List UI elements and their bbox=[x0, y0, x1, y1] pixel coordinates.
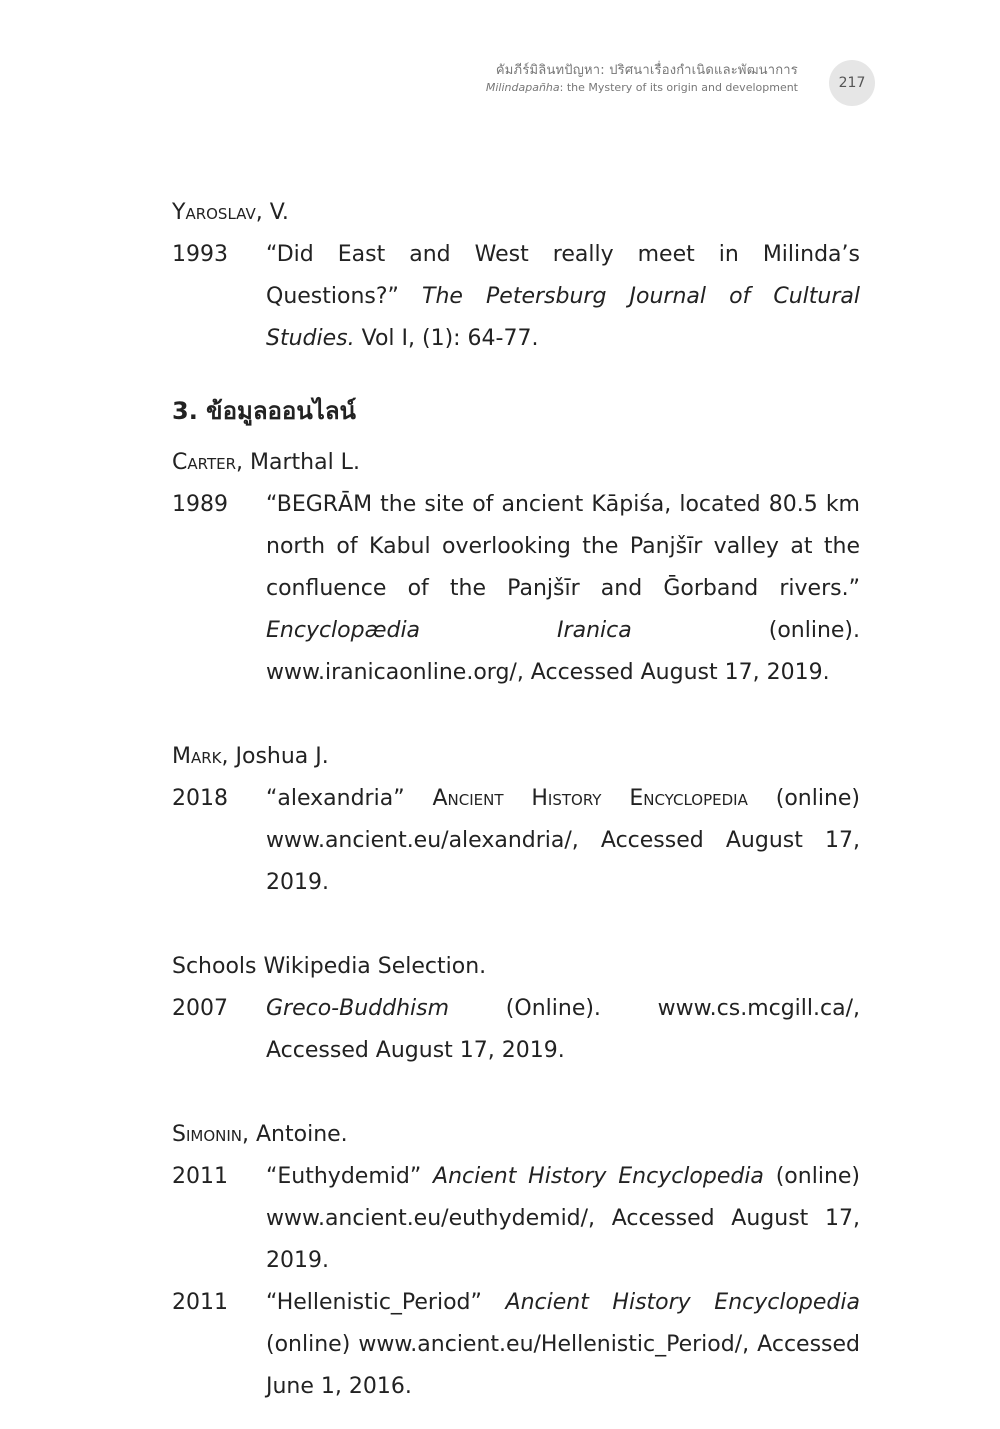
english-title-italic: Milindapañha bbox=[485, 81, 560, 94]
section-heading: 3. ข้อมูลออนไลน์ bbox=[172, 397, 356, 425]
ref-text bbox=[266, 234, 860, 360]
author-surname: Yaroslav bbox=[172, 200, 256, 225]
spacer bbox=[172, 694, 860, 736]
ref-title: “Euthydemid” bbox=[266, 1164, 434, 1189]
page-number: 217 bbox=[829, 60, 875, 106]
author-simonin bbox=[172, 1114, 860, 1156]
ref-title: “BEGRĀM the site of ancient Kāpiśa, located 80.5 km north of Kabul overlooking the Panjšīr valley at the confluence of the Panjšīr and Ḡorband rivers.” bbox=[266, 492, 860, 601]
ref-title: “alexandria” bbox=[266, 786, 433, 811]
running-header bbox=[486, 62, 798, 96]
english-title bbox=[486, 80, 798, 96]
author-rest: , V. bbox=[255, 200, 289, 225]
ref-entry bbox=[172, 1282, 860, 1408]
ref-text bbox=[266, 1156, 860, 1282]
ref-entry bbox=[172, 234, 860, 360]
author-surname: Simonin bbox=[172, 1122, 243, 1147]
ref-year: 2018 bbox=[172, 786, 228, 811]
ref-entry bbox=[172, 778, 860, 904]
ref-title: Greco-Buddhism bbox=[266, 996, 450, 1021]
ref-text bbox=[266, 778, 860, 904]
ref-text bbox=[266, 988, 860, 1072]
author-surname: Mark bbox=[172, 744, 222, 769]
ref-year: 2011 bbox=[172, 1164, 228, 1189]
ref-entry bbox=[172, 1156, 860, 1282]
ref-title: “Hellenistic_Period” bbox=[266, 1290, 506, 1315]
spacer bbox=[172, 1072, 860, 1114]
ref-details: (Online). www.cs.mcgill.ca/, Accessed August 17, 2019. bbox=[266, 996, 860, 1063]
ref-year: 1993 bbox=[172, 242, 228, 267]
author-surname: Carter bbox=[172, 450, 237, 475]
spacer bbox=[172, 904, 860, 946]
ref-source: Ancient History Encyclopedia bbox=[432, 786, 748, 811]
bibliography bbox=[172, 192, 860, 1408]
ref-details: (online) www.ancient.eu/Hellenistic_Period/, Accessed June 1, 2016. bbox=[266, 1332, 860, 1399]
author-carter bbox=[172, 442, 860, 484]
ref-text bbox=[266, 1282, 860, 1408]
english-title-rest: : the Mystery of its origin and development bbox=[559, 81, 798, 94]
ref-entry bbox=[172, 484, 860, 694]
author-schools: Schools Wikipedia Selection. bbox=[172, 954, 487, 979]
ref-entry bbox=[172, 988, 860, 1072]
author-yaroslav bbox=[172, 192, 860, 234]
ref-source: Ancient History Encyclopedia bbox=[505, 1290, 860, 1315]
thai-title: คัมภีร์มิลินทปัญหา: ปริศนาเรื่องกำเนิดและพัฒนาการ bbox=[495, 63, 798, 78]
ref-details: (online) www.ancient.eu/alexandria/, Accessed August 17, 2019. bbox=[266, 786, 861, 895]
ref-details: (online) www.ancient.eu/euthydemid/, Accessed August 17, 2019. bbox=[266, 1164, 860, 1273]
author-rest: , Antoine. bbox=[242, 1122, 348, 1147]
ref-source: Encyclopædia Iranica bbox=[266, 618, 632, 643]
author-mark bbox=[172, 736, 860, 778]
ref-details: (online). www.iranicaonline.org/, Accessed August 17, 2019. bbox=[266, 618, 861, 685]
ref-year: 2011 bbox=[172, 1290, 228, 1315]
ref-details: Vol I, (1): 64-77. bbox=[354, 326, 539, 351]
ref-source: Ancient History Encyclopedia bbox=[433, 1164, 764, 1189]
ref-journal: The Petersburg Journal of Cultural Studies. bbox=[266, 284, 860, 351]
ref-year: 1989 bbox=[172, 492, 228, 517]
ref-year: 2007 bbox=[172, 996, 228, 1021]
ref-text bbox=[266, 484, 860, 694]
ref-title: “Did East and West really meet in Milinda’s Questions?” bbox=[266, 242, 860, 309]
author-rest: , Joshua J. bbox=[221, 744, 329, 769]
author-rest: , Marthal L. bbox=[236, 450, 360, 475]
